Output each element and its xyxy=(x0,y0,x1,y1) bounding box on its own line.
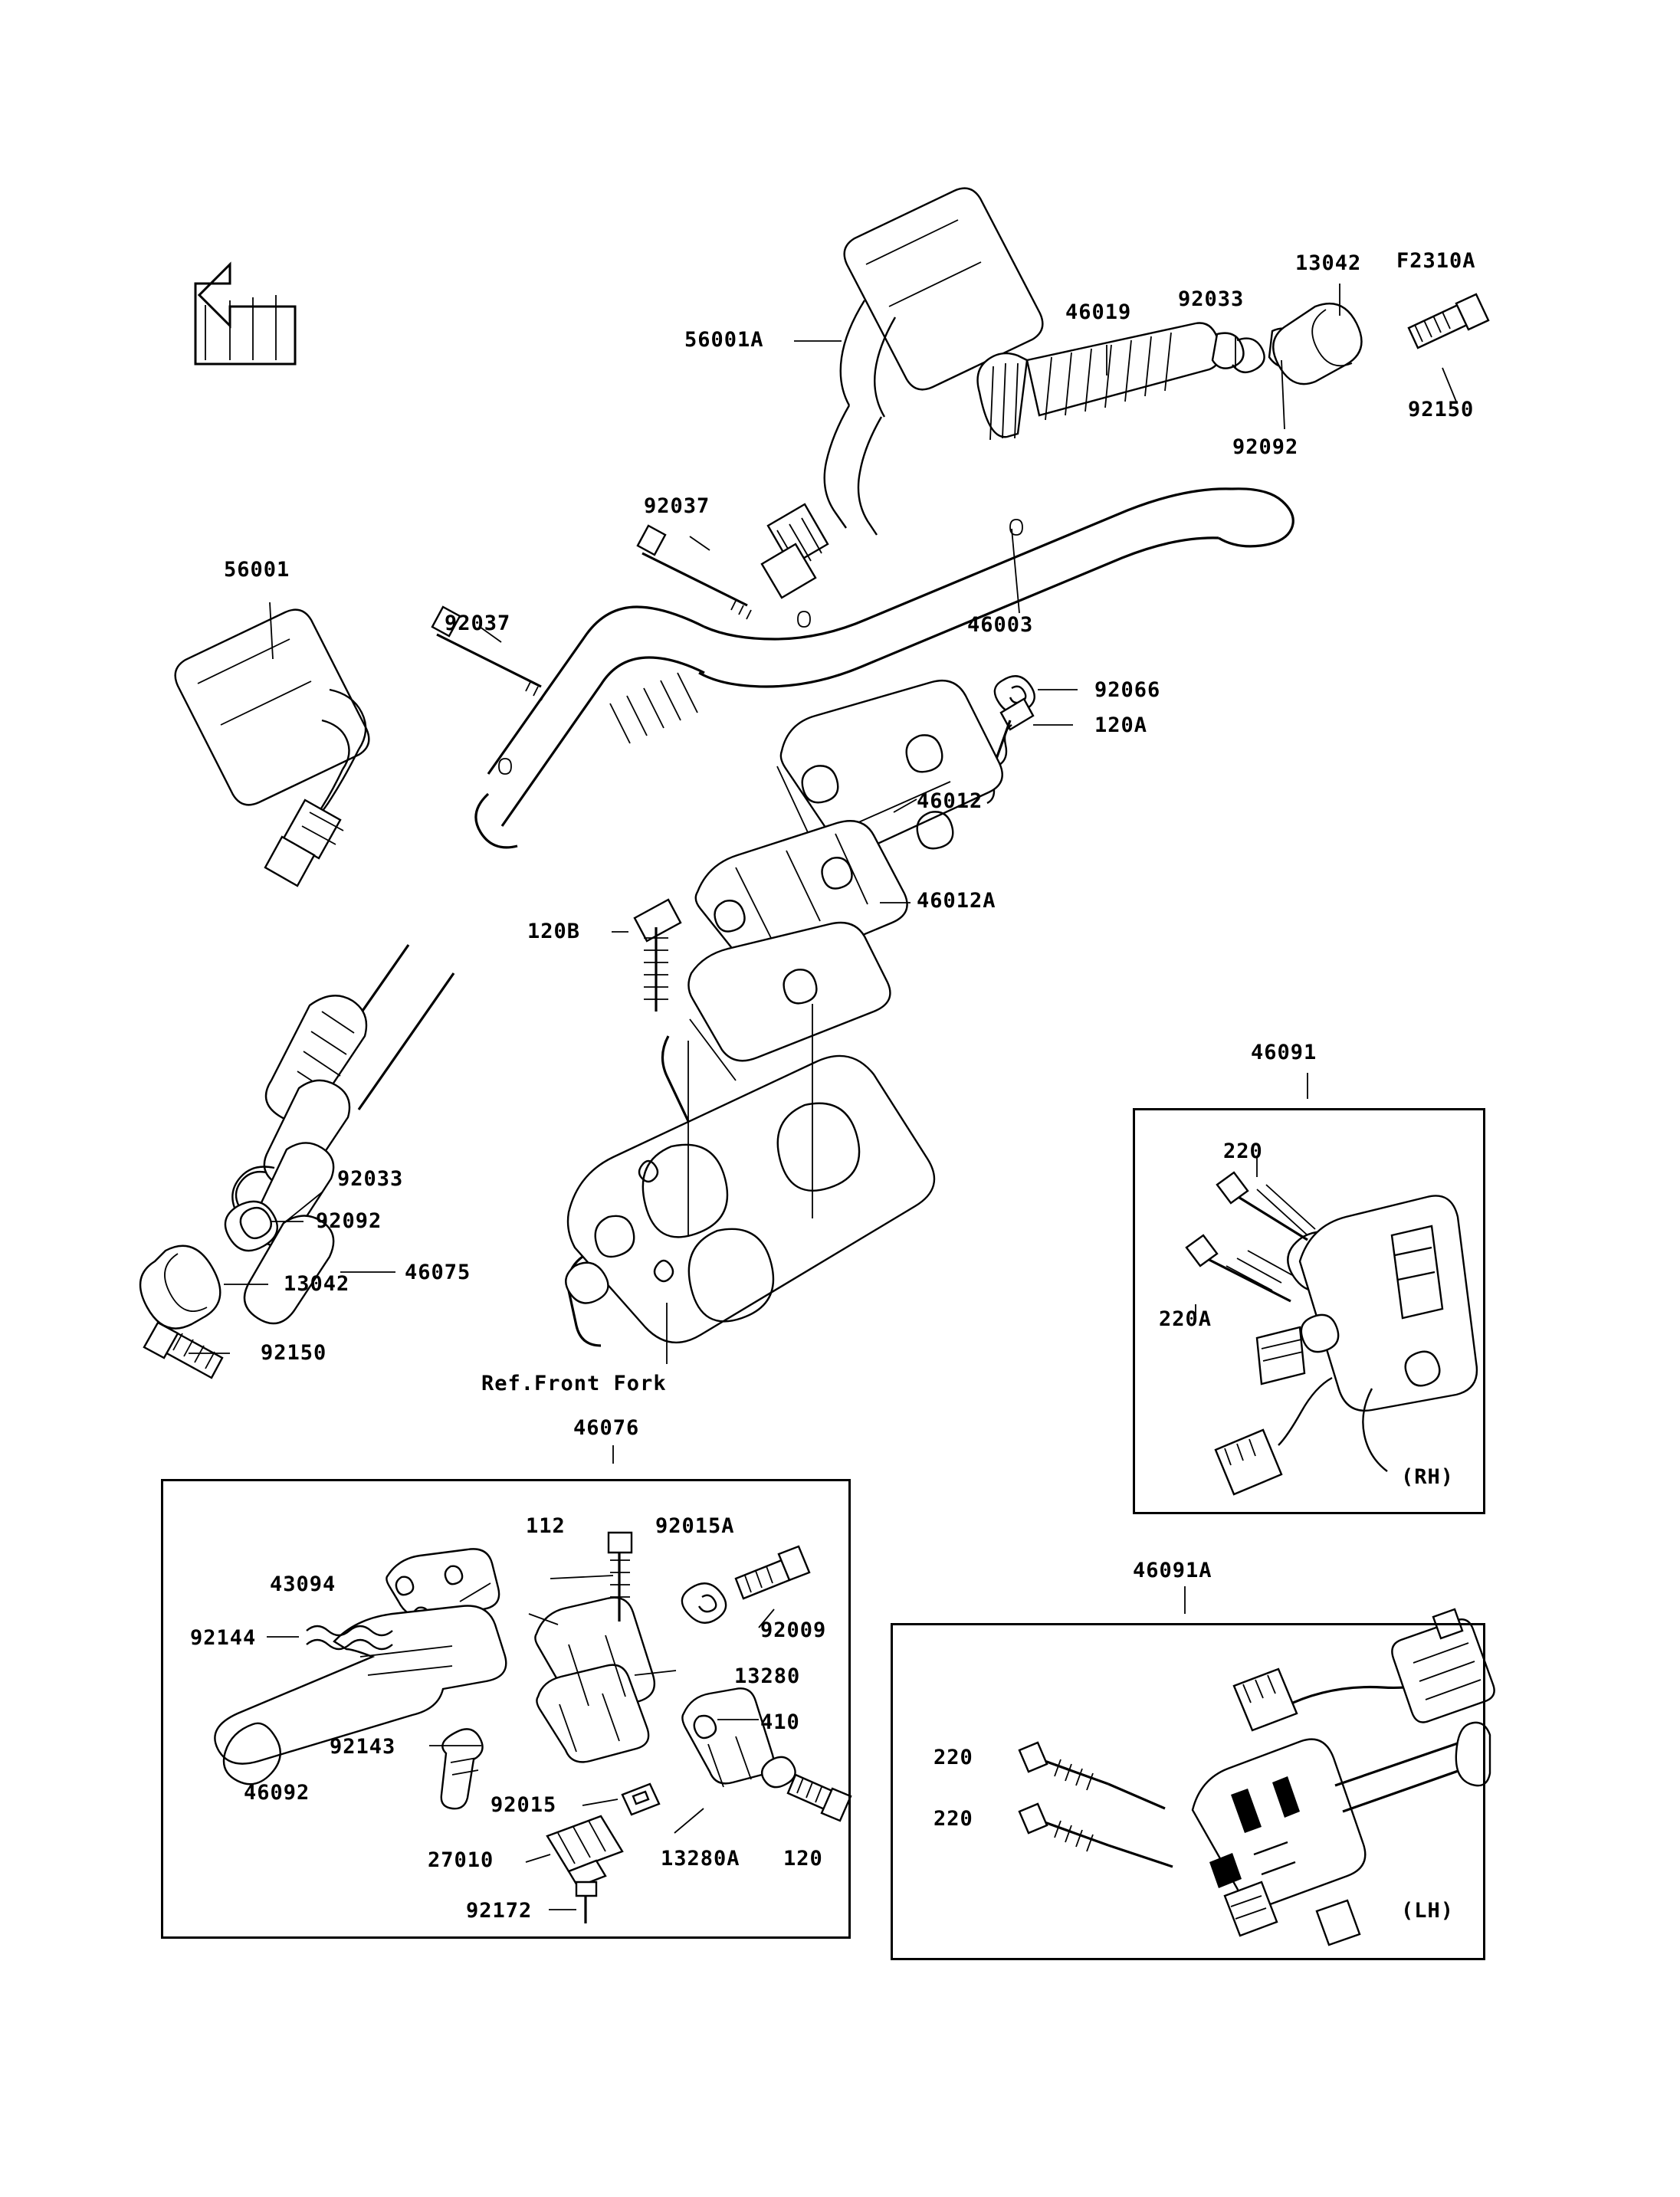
label-lh-220-top: 220 xyxy=(934,1746,973,1769)
label-56001a: 56001A xyxy=(684,328,764,352)
label-92150-bottom: 92150 xyxy=(261,1341,327,1365)
label-410: 410 xyxy=(760,1710,800,1734)
label-group-lh: (LH) xyxy=(1401,1899,1455,1923)
label-46003: 46003 xyxy=(967,613,1034,637)
label-92144: 92144 xyxy=(190,1626,257,1650)
label-46012a: 46012A xyxy=(917,889,996,913)
label-92150-top: 92150 xyxy=(1408,398,1475,421)
label-120b: 120B xyxy=(527,920,581,943)
label-92037-upper: 92037 xyxy=(644,494,710,518)
label-43094: 43094 xyxy=(270,1572,336,1596)
label-lh-220-bottom: 220 xyxy=(934,1807,973,1831)
label-92037-lower: 92037 xyxy=(445,612,511,635)
label-46091: 46091 xyxy=(1251,1041,1317,1064)
label-13280a: 13280A xyxy=(661,1847,740,1871)
label-56001: 56001 xyxy=(224,558,290,582)
front-arrow-icon xyxy=(195,264,295,364)
label-120: 120 xyxy=(783,1847,823,1871)
label-220a: 220A xyxy=(1159,1307,1212,1331)
label-92092-bottom: 92092 xyxy=(316,1209,382,1233)
label-46012: 46012 xyxy=(917,789,983,813)
label-92172: 92172 xyxy=(466,1899,533,1923)
label-46076: 46076 xyxy=(573,1416,640,1440)
label-92009: 92009 xyxy=(760,1618,827,1642)
label-13042-top: 13042 xyxy=(1295,251,1362,275)
label-92066: 92066 xyxy=(1094,678,1161,702)
group-box-lever-assy xyxy=(161,1479,851,1939)
group-box-switch-lh xyxy=(891,1623,1485,1960)
label-92033-bottom: 92033 xyxy=(337,1167,404,1191)
label-ref-front-fork: Ref.Front Fork xyxy=(481,1372,667,1395)
label-46092: 46092 xyxy=(244,1781,310,1805)
label-f2310a: F2310A xyxy=(1396,249,1476,273)
label-92143: 92143 xyxy=(330,1735,396,1759)
label-92092-top: 92092 xyxy=(1232,435,1299,459)
label-92033-top: 92033 xyxy=(1178,287,1245,311)
bolt-120b xyxy=(635,900,681,1012)
label-220: 220 xyxy=(1223,1139,1263,1163)
front-fork-triple-clamp xyxy=(566,923,934,1346)
label-46091a: 46091A xyxy=(1133,1559,1212,1582)
label-46019: 46019 xyxy=(1065,300,1132,324)
label-112: 112 xyxy=(526,1514,566,1538)
label-27010: 27010 xyxy=(428,1848,494,1872)
label-13042-bottom: 13042 xyxy=(284,1272,350,1296)
screw-92150-bottom xyxy=(144,1323,222,1378)
screw-92150-top xyxy=(1409,294,1488,348)
label-group-rh: (RH) xyxy=(1401,1465,1455,1489)
label-13280: 13280 xyxy=(734,1664,801,1688)
label-92015a: 92015A xyxy=(655,1514,735,1538)
label-46075: 46075 xyxy=(405,1261,471,1284)
label-120a: 120A xyxy=(1094,713,1148,737)
label-92015: 92015 xyxy=(491,1793,557,1817)
